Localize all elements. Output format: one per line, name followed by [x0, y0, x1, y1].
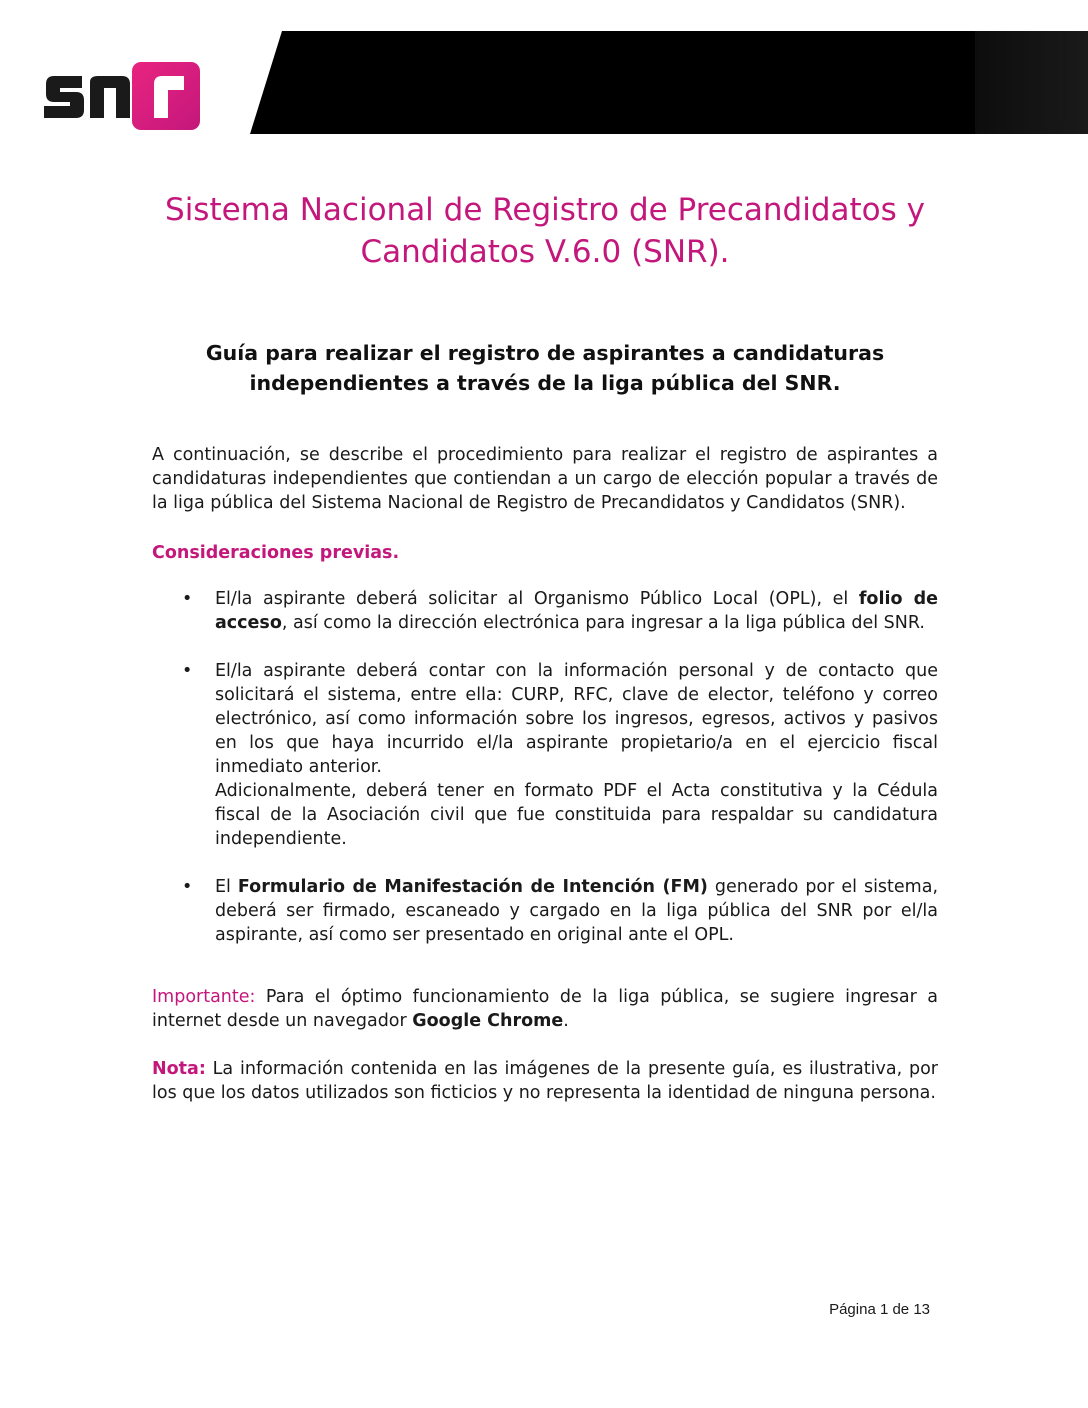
- header-band: [250, 31, 1088, 134]
- fm-highlight: Formulario de Manifestación de Intención (FM): [237, 877, 708, 897]
- list-item: • El/la aspirante deberá contar con la información personal y de contacto que solicitará el sistema, entre ella: CURP, RFC, clave de elector, teléfono y correo electrónico, así como información sobre los ingresos, egresos, activos y pasivos en los que haya incurrido el/la aspirante propietario/a en el ejercicio fiscal inmediato anterior. Adicionalmente, deberá tener en formato PDF el Acta constitutiva y la Cédula fiscal de la Asociación civil que fue constituida para respaldar su candidatura independiente.: [182, 661, 938, 849]
- title-line-2: Candidatos V.6.0 (SNR).: [360, 234, 730, 270]
- list-item: • El Formulario de Manifestación de Intención (FM) generado por el sistema, deberá ser firmado, escaneado y cargado en la liga pública del SNR por el/la aspirante, así como ser presentado en original ante el OPL.: [182, 877, 939, 945]
- document-subtitle: [130, 338, 960, 398]
- folio-highlight: folio de acceso: [215, 589, 938, 633]
- bullet-icon: •: [182, 661, 193, 681]
- snr-logo: [42, 62, 202, 130]
- title-line-1: Sistema Nacional de Registro de Precandidatos y: [165, 192, 925, 228]
- document-body: [152, 443, 938, 1123]
- bullet-icon: •: [182, 589, 193, 609]
- important-label: Importante:: [152, 987, 256, 1007]
- subtitle-line-1: Guía para realizar el registro de aspirantes a candidaturas: [205, 341, 885, 365]
- document-title: [130, 189, 960, 273]
- browser-name: Google Chrome: [412, 1011, 564, 1031]
- disclaimer-note: Nota: La información contenida en las imágenes de la presente guía, es ilustrativa, por los que los datos utilizados son ficticios y no representa la identidad de ninguna persona.: [152, 1059, 938, 1103]
- considerations-heading: Consideraciones previas.: [152, 543, 400, 563]
- bullet-icon: •: [182, 877, 193, 897]
- page-number: Página 1 de 13: [829, 1301, 930, 1318]
- subtitle-line-2: independientes a través de la liga pública del SNR.: [249, 371, 841, 395]
- important-note: Importante: Para el óptimo funcionamiento de la liga pública, se sugiere ingresar a internet desde un navegador Google Chrome.: [152, 987, 938, 1031]
- list-item: • El/la aspirante deberá solicitar al Organismo Público Local (OPL), el folio de acceso, así como la dirección electrónica para ingresar a la liga pública del SNR.: [182, 589, 938, 633]
- nota-label: Nota:: [152, 1059, 206, 1079]
- intro-paragraph: A continuación, se describe el procedimiento para realizar el registro de aspirantes a candidaturas independientes que contiendan a un cargo de elección popular a través de la liga pública del Sistema Nacional de Registro de Precandidatos y Candidatos (SNR).: [152, 445, 938, 513]
- considerations-list: [152, 587, 938, 947]
